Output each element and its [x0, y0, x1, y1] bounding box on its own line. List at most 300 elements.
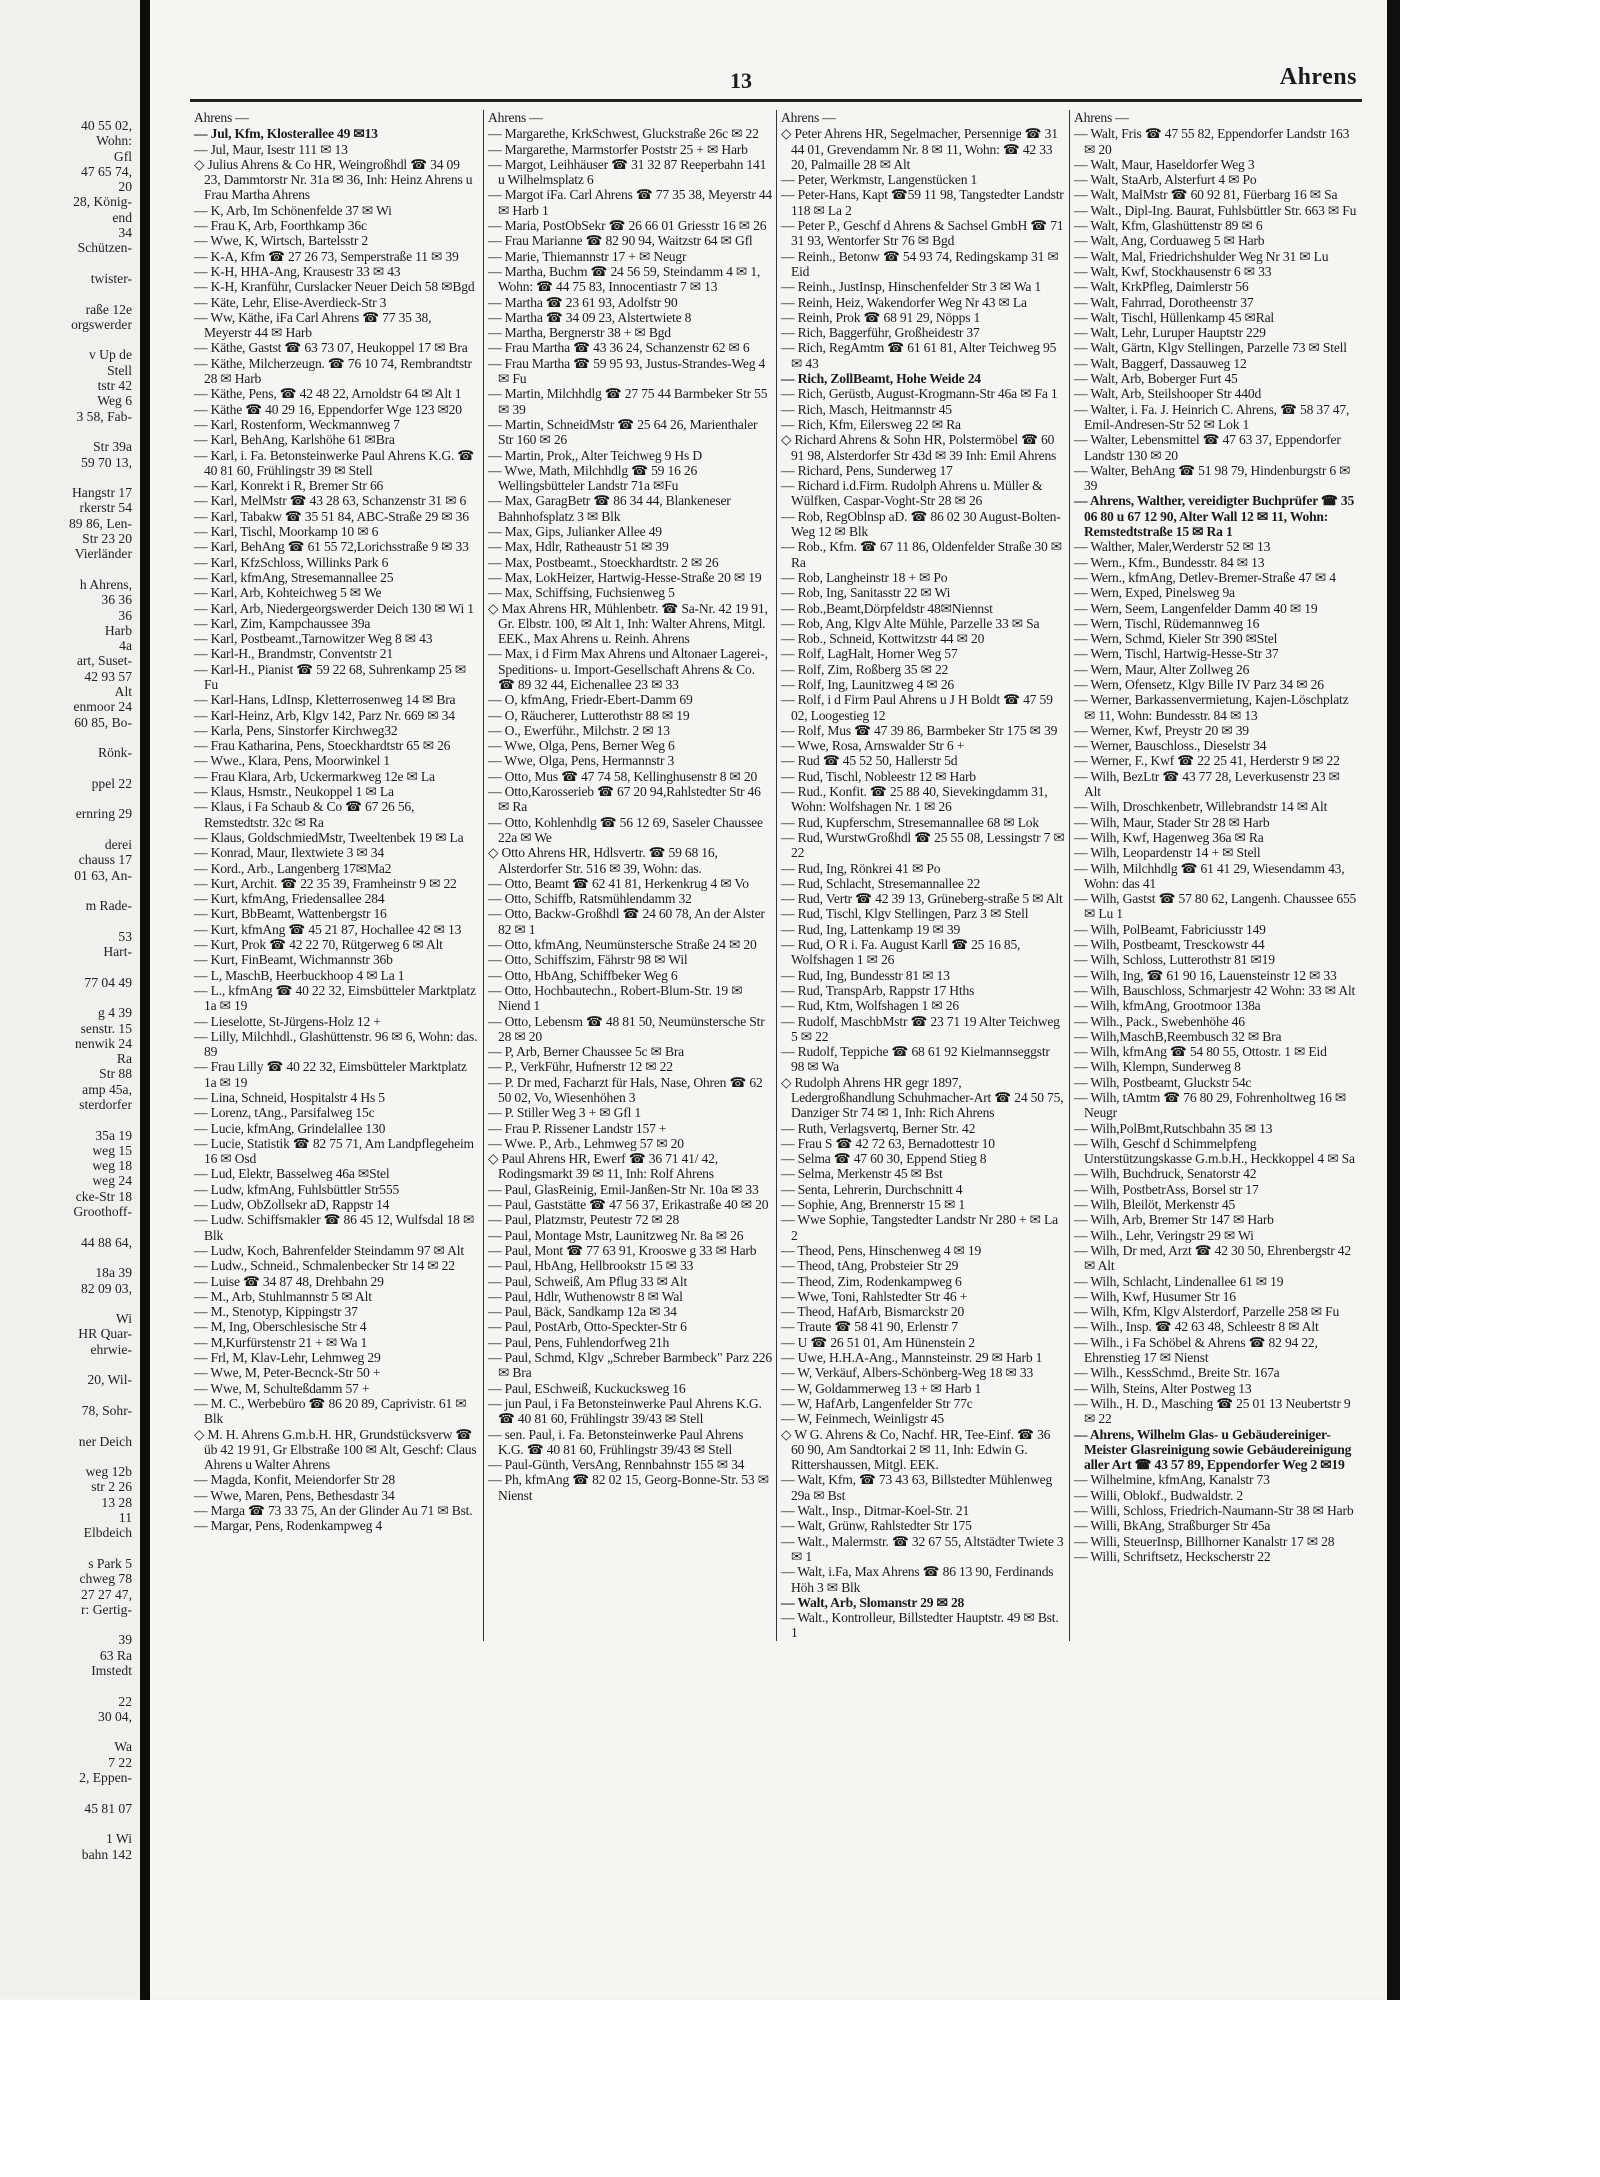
directory-entry: — Walt, Kfm, Glashüttenstr 89 ✉ 6: [1074, 218, 1263, 234]
previous-page-line: m Rade-: [85, 898, 132, 914]
previous-page-line: 01 63, An-: [74, 867, 132, 883]
previous-page-line: Groothoff-: [73, 1204, 132, 1220]
directory-entry: — Karl, kfmAng, Stresemannallee 25: [194, 569, 394, 585]
directory-entry: — Wilh., i Fa Schöbel & Ahrens ☎ 82 94 22, Ehrenstieg 17 ✉ Nienst: [1074, 1334, 1318, 1366]
directory-entry: — Wern, Exped, Pinelsweg 9a: [1074, 585, 1235, 601]
previous-page-line: enmoor 24: [73, 699, 132, 715]
directory-entry: — Marga ☎ 73 33 75, An der Glinder Au 71 ✉ Bst.: [194, 1503, 473, 1519]
directory-entry: — Reinh., JustInsp, Hinschenfelder Str 3 ✉ Wa 1: [781, 279, 1042, 295]
directory-entry: — Kurt, Prok ☎ 42 22 70, Rütgerweg 6 ✉ Alt: [194, 937, 443, 953]
directory-entry: — Wwe, Olga, Pens, Hermannstr 3: [488, 753, 675, 769]
directory-entry: — Wilh, Postbeamt, Gluckstr 54c: [1074, 1074, 1252, 1090]
directory-entry: — Wwe, M, Peter-Becnck-Str 50 +: [194, 1365, 381, 1381]
previous-page-line: senstr. 15: [80, 1020, 132, 1036]
directory-entry: — L., kfmAng ☎ 40 22 32, Eimsbütteler Marktplatz 1a ✉ 19: [194, 982, 476, 1014]
previous-page-line: [0, 1418, 132, 1433]
directory-entry: — Wwe, Math, Milchhdlg ☎ 59 16 26 Wellingsbütteler Landstr 71a ✉Fu: [488, 462, 698, 494]
column-1: [190, 110, 483, 1641]
previous-page-line: [0, 1112, 132, 1127]
column-head: Ahrens —: [488, 110, 543, 125]
previous-page-line: 35a 19: [95, 1127, 132, 1143]
previous-page-line: 77 04 49: [84, 974, 132, 990]
previous-page-line: weg 24: [92, 1173, 132, 1189]
directory-entry: — Wwe. P., Arb., Lehmweg 57 ✉ 20: [488, 1135, 684, 1151]
directory-entry: — Senta, Lehrerin, Durchschnitt 4: [781, 1181, 963, 1197]
directory-entry: — Willi, Schriftsetz, Heckscherstr 22: [1074, 1548, 1271, 1564]
directory-entry: — Karl, Zim, Kampchaussee 39a: [194, 615, 371, 631]
directory-entry: — K-H, HHA-Ang, Krausestr 33 ✉ 43: [194, 263, 401, 279]
directory-entry: — Wilh, kfmAng ☎ 54 80 55, Ottostr. 1 ✉ Eid: [1074, 1044, 1327, 1060]
directory-entry: — Wilh, Schlacht, Lindenallee 61 ✉ 19: [1074, 1273, 1284, 1289]
previous-page-line: [0, 1617, 132, 1632]
header-rule: [190, 99, 1362, 102]
directory-entry: — Lorenz, tAng., Parsifalweg 15c: [194, 1105, 375, 1121]
previous-page-line: 40 55 02,: [81, 118, 132, 133]
directory-entry: — Wilh, Milchhdlg ☎ 61 41 29, Wiesendamm 43, Wohn: das 41: [1074, 860, 1345, 891]
directory-entry: — Wilh, tAmtm ☎ 76 80 29, Fohrenholtweg 16 ✉ Neugr: [1074, 1090, 1347, 1121]
directory-entry: — Ahrens, Wilhelm Glas- u Gebäudereiniger-Meister Glasreinigung sowie Gebäudereinigung aller Art ☎ 43 57 89, Eppendorfer Weg 2 ✉19: [1074, 1426, 1352, 1473]
directory-entry: — W, Goldammerweg 13 + ✉ Harb 1: [781, 1380, 982, 1396]
directory-entry: — Ludw, ObZollsekr aD, Rappstr 14: [194, 1197, 390, 1213]
directory-entry: — Selma ☎ 47 60 30, Eppend Stieg 8: [781, 1151, 987, 1167]
previous-page-line: 28, König-: [73, 194, 132, 210]
directory-entry: — Karl, Tabakw ☎ 35 51 84, ABC-Straße 29 ✉ 36: [194, 508, 469, 524]
directory-entry: — Rich, Gerüstb, August-Krogmann-Str 46a ✉ Fa 1: [781, 386, 1058, 402]
directory-entry: — Maria, PostObSekr ☎ 26 66 01 Griesstr 16 ✉ 26: [488, 218, 767, 234]
directory-entry: — Martin, Milchhdlg ☎ 27 75 44 Barmbeker Str 55 ✉ 39: [488, 386, 768, 417]
directory-entry: — Walt, Arb, Steilshooper Str 440d: [1074, 386, 1262, 402]
previous-page-line: v Up de: [88, 347, 132, 363]
directory-entry: — Kurt, kfmAng ☎ 45 21 87, Hochallee 42 ✉ 13: [194, 921, 462, 937]
directory-entry: — Peter P., Geschf d Ahrens & Sachsel GmbH ☎ 71 31 93, Wentorfer Str 76 ✉ Bgd: [781, 218, 1064, 249]
directory-entry: — Wilh., KessSchmd., Breite Str. 167a: [1074, 1365, 1280, 1381]
directory-entry: — Käthe, Gastst ☎ 63 73 07, Heukoppel 17 ✉ Bra: [194, 340, 468, 356]
previous-page-line: [0, 990, 132, 1005]
directory-entry: — Rob, Ing, Sanitasstr 22 ✉ Wi: [781, 585, 951, 601]
directory-entry: — Frau K, Arb, Foorthkamp 36c: [194, 218, 367, 234]
directory-entry: — Klaus, i Fa Schaub & Co ☎ 67 26 56, Remstedtstr. 32c ✉ Ra: [194, 799, 415, 830]
directory-entry: — Theod, HafArb, Bismarckstr 20: [781, 1304, 965, 1320]
directory-entry: — U ☎ 26 51 01, Am Hünenstein 2: [781, 1334, 975, 1350]
directory-entry: — Wilh, Bauschloss, Schmarjestr 42 Wohn: 33 ✉ Alt: [1074, 982, 1356, 998]
directory-entry: — Ph, kfmAng ☎ 82 02 15, Georg-Bonne-Str. 53 ✉ Nienst: [488, 1472, 769, 1503]
directory-entry: — Wilh, Leopardenstr 14 + ✉ Stell: [1074, 845, 1261, 861]
previous-page-line: h Ahrens,: [79, 576, 132, 592]
previous-page-line: Harb: [104, 622, 132, 638]
previous-page-line: 53: [118, 928, 132, 944]
directory-entry: — Rud., Konfit. ☎ 25 88 40, Sievekingdamm 31, Wohn: Wolfshagen Nr. 1 ✉ 26: [781, 784, 1048, 815]
previous-page-line: HR Quar-: [78, 1326, 132, 1342]
directory-entry: — Jul, Maur, Isestr 111 ✉ 13: [194, 141, 348, 157]
previous-page-line: [0, 913, 132, 928]
directory-entry: — Karla, Pens, Sinstorfer Kirchweg32: [194, 722, 398, 738]
previous-page-line: 34: [118, 225, 132, 241]
previous-page-line: [0, 562, 132, 577]
directory-entry: — Wilh, Dr med, Arzt ☎ 42 30 50, Ehrenbergstr 42 ✉ Alt: [1074, 1242, 1351, 1274]
directory-entry: — Karl-Heinz, Arb, Klgv 142, Parz Nr. 669 ✉ 34: [194, 707, 455, 723]
previous-page-line: ner Deich: [78, 1433, 132, 1449]
directory-entry: — Walt, Arb, Slomanstr 29 ✉ 28: [781, 1594, 965, 1610]
directory-entry: — Otto, HbAng, Schiffbeker Weg 6: [488, 967, 678, 983]
previous-page-line: Str 88: [99, 1066, 132, 1082]
previous-page-line: [0, 730, 132, 745]
directory-entry: — Peter-Hans, Kapt ☎59 11 98, Tangstedter Landstr 118 ✉ La 2: [781, 187, 1064, 218]
directory-entry: — M., Arb, Stuhlmannstr 5 ✉ Alt: [194, 1288, 372, 1304]
directory-entry: — Rob, Ang, Klgv Alte Mühle, Parzelle 33 ✉ Sa: [781, 615, 1040, 631]
directory-entry: — Max, Schiffsing, Fuchsienweg 5: [488, 585, 675, 601]
directory-entry: — Theod, tAng, Probsteier Str 29: [781, 1258, 959, 1274]
previous-page-line: ernring 29: [75, 806, 132, 822]
previous-page-line: [0, 791, 132, 806]
previous-page-line: cke-Str 18: [75, 1188, 132, 1204]
directory-entry: — Wern, Maur, Alter Zollweg 26: [1074, 661, 1250, 677]
directory-entry: — L, MaschB, Heerbuckhoop 4 ✉ La 1: [194, 967, 405, 983]
directory-entry: — Luise ☎ 34 87 48, Drehbahn 29: [194, 1273, 384, 1289]
directory-entry: — Peter, Werkmstr, Langenstücken 1: [781, 172, 978, 188]
previous-page-line: [0, 256, 132, 271]
directory-entry: — Wwe, Toni, Rahlstedter Str 46 +: [781, 1288, 968, 1304]
directory-entry: — Karl, Tischl, Moorkamp 10 ✉ 6: [194, 524, 379, 540]
directory-entry: — Wwe Sophie, Tangstedter Landstr Nr 280 + ✉ La 2: [781, 1212, 1058, 1243]
directory-entry: — Wilhelmine, kfmAng, Kanalstr 73: [1074, 1472, 1270, 1488]
previous-page-line: str 2 26: [91, 1479, 132, 1495]
previous-page-line: ehrwie-: [90, 1341, 132, 1357]
directory-entry: — Paul, ESchweiß, Kuckucksweg 16: [488, 1380, 686, 1396]
directory-entry: — Walt, Baggerf, Dassauweg 12: [1074, 355, 1247, 371]
previous-page-line: [0, 1296, 132, 1311]
directory-entry: — Otto,Karosserieb ☎ 67 20 94,Rahlstedter Str 46 ✉ Ra: [488, 784, 761, 815]
previous-page-line: amp 45a,: [82, 1081, 132, 1097]
directory-entry: — Otto, Backw-Großhdl ☎ 24 60 78, An der Alster 82 ✉ 1: [488, 906, 765, 937]
directory-entry: — Wilh, Kfm, Klgv Alsterdorf, Parzelle 258 ✉ Fu: [1074, 1304, 1340, 1320]
page-number: 13: [730, 68, 752, 93]
directory-entry: — M,Kurfürstenstr 21 + ✉ Wa 1: [194, 1334, 368, 1350]
previous-page-line: Alt: [114, 683, 132, 699]
directory-entry: — Karl, Arb, Kohteichweg 5 ✉ We: [194, 585, 382, 601]
directory-entry: — Wilh, Postbeamt, Tresckowstr 44: [1074, 937, 1265, 953]
directory-entry: — Käthe, Milcherzeugn. ☎ 76 10 74, Rembrandtstr 28 ✉ Harb: [194, 355, 472, 387]
directory-entry: — Richard, Pens, Sunderweg 17: [781, 462, 953, 478]
directory-entry: — Selma, Merkenstr 45 ✉ Bst: [781, 1166, 943, 1182]
directory-entry: — Rud, Kupferschm, Stresemannallee 68 ✉ Lok: [781, 814, 1039, 830]
directory-columns: [190, 110, 1362, 1641]
directory-entry: — Rud, O R i. Fa. August Karll ☎ 25 16 85, Wolfshagen 1 ✉ 26: [781, 937, 1021, 968]
previous-page-line: tstr 42: [97, 378, 132, 394]
directory-entry: — Willi, BkAng, Straßburger Str 45a: [1074, 1518, 1271, 1534]
column-head: Ahrens —: [1074, 110, 1129, 125]
directory-entry: — Walt, Fris ☎ 47 55 82, Eppendorfer Landstr 163 ✉ 20: [1074, 126, 1350, 157]
directory-entry: — Wilh, PostbetrAss, Borsel str 17: [1074, 1181, 1259, 1197]
directory-entry: — Walt, MalMstr ☎ 60 92 81, Füerbarg 16 ✉ Sa: [1074, 187, 1338, 203]
previous-page-line: 4a: [119, 638, 132, 654]
previous-page-line: Str 23 20: [82, 531, 132, 547]
directory-entry: — Rud, Vertr ☎ 42 39 13, Grüneberg-straße 5 ✉ Alt: [781, 891, 1063, 907]
directory-entry: — Walter, BehAng ☎ 51 98 79, Hindenburgstr 6 ✉ 39: [1074, 462, 1351, 494]
directory-entry: — Wilh., Pack., Swebenhöhe 46: [1074, 1013, 1245, 1029]
previous-page-line: 78, Sohr-: [81, 1402, 132, 1418]
previous-page-line: [0, 1785, 132, 1800]
previous-page-line: 13 28: [101, 1494, 132, 1510]
directory-entry: — Rud, Schlacht, Stresemannallee 22: [781, 875, 981, 891]
directory-entry: — Käte, Lehr, Elise-Averdieck-Str 3: [194, 294, 387, 310]
directory-entry: — Wern, Tischl, Rüdemannweg 16: [1074, 615, 1260, 631]
previous-page-line: 11: [118, 1510, 132, 1526]
directory-entry: — Frau P. Rissener Landstr 157 +: [488, 1120, 667, 1136]
directory-entry: — Lieselotte, St-Jürgens-Holz 12 +: [194, 1013, 381, 1029]
directory-entry: — Paul, Platzmstr, Peutestr 72 ✉ 28: [488, 1212, 680, 1228]
directory-entry: — Lucie, Statistik ☎ 82 75 71, Am Landpflegeheim 16 ✉ Osd: [194, 1135, 474, 1167]
directory-entry: — Paul, Schmd, Klgv „Schreber Barmbeck" Parz 226 ✉ Bra: [488, 1350, 772, 1381]
previous-page-line: art, Suset-: [76, 653, 132, 669]
directory-entry: — Willi, Oblokf., Budwaldstr. 2: [1074, 1487, 1243, 1503]
previous-page-line: 20: [118, 179, 132, 195]
directory-entry: — Otto, Schiffszim, Fährstr 98 ✉ Wil: [488, 952, 688, 968]
column-head: Ahrens —: [194, 110, 249, 125]
directory-entry: — Sophie, Ang, Brennerstr 15 ✉ 1: [781, 1197, 965, 1213]
directory-entry: — Max, i d Firm Max Ahrens und Altonaer Lagerei-, Speditions- u. Import-Gesellschaft Ahrens & Co. ☎ 89 32 44, Eichenallee 23 ✉ 33: [488, 646, 768, 692]
directory-entry: — Kurt, kfmAng, Friedensallee 284: [194, 891, 385, 907]
previous-page-line: [0, 286, 132, 301]
previous-page-line: 60 85, Bo-: [74, 714, 132, 730]
directory-entry: — Martha, Buchm ☎ 24 56 59, Steindamm 4 ✉ 1, Wohn: ☎ 44 75 83, Innocentiastr 7 ✉ 13: [488, 263, 761, 295]
directory-entry: — K-A, Kfm ☎ 27 26 73, Semperstraße 11 ✉ 39: [194, 248, 459, 264]
previous-page-line: 45 81 07: [84, 1800, 132, 1816]
directory-entry: — Wilh, PolBeamt, Fabriciusstr 149: [1074, 921, 1266, 937]
directory-entry: — Rud, Ing, Bundesstr 81 ✉ 13: [781, 967, 950, 983]
directory-entry: — Klaus, Hsmstr., Neukoppel 1 ✉ La: [194, 784, 394, 800]
previous-page-line: weg 18: [92, 1158, 132, 1174]
directory-entry: — Wilh., Lehr, Veringstr 29 ✉ Wi: [1074, 1227, 1254, 1243]
directory-entry: — Karl, Rostenform, Weckmannweg 7: [194, 416, 400, 432]
column-head: Ahrens —: [781, 110, 836, 125]
previous-page-line: g 4 39: [98, 1005, 132, 1021]
directory-entry: — Walt., Insp., Ditmar-Koel-Str. 21: [781, 1503, 970, 1519]
directory-entry: — Walt, Gärtn, Klgv Stellingen, Parzelle 73 ✉ Stell: [1074, 340, 1347, 356]
directory-entry: — Wilh, Bleilöt, Merkenstr 45: [1074, 1197, 1236, 1213]
previous-page-line: [0, 424, 132, 439]
previous-page-line: 44 88 64,: [81, 1234, 132, 1250]
previous-page-line: Weg 6: [97, 393, 132, 409]
directory-entry: — Konrad, Maur, Ilextwiete 3 ✉ 34: [194, 845, 384, 861]
column-2: [483, 110, 776, 1641]
previous-page-line: nenwik 24: [74, 1035, 132, 1051]
directory-entry: — Käthe, Pens, ☎ 42 48 22, Arnoldstr 64 ✉ Alt 1: [194, 386, 462, 402]
directory-entry: — Walt, Ang, Corduaweg 5 ✉ Harb: [1074, 233, 1265, 249]
directory-entry: — Rob., Schneid, Kottwitzstr 44 ✉ 20: [781, 631, 985, 647]
previous-page-line: bahn 142: [81, 1846, 132, 1862]
directory-entry: — Rudolf, Teppiche ☎ 68 61 92 Kielmannseggstr 98 ✉ Wa: [781, 1044, 1050, 1075]
previous-page-line: 27 27 47,: [81, 1586, 132, 1602]
directory-entry: — Wern, Ofensetz, Klgv Bille IV Parz 34 ✉ 26: [1074, 676, 1324, 692]
directory-entry: — M, Ing, Oberschlesische Str 4: [194, 1319, 367, 1335]
directory-entry: — Walt., Kontrolleur, Billstedter Hauptstr. 49 ✉ Bst. 1: [781, 1610, 1059, 1641]
directory-entry: — Reinh, Prok ☎ 68 91 29, Nöpps 1: [781, 309, 981, 325]
directory-entry: — Walt, Grünw, Rahlstedter Str 175: [781, 1518, 972, 1534]
directory-entry: ◇ Otto Ahrens HR, Hdlsvertr. ☎ 59 68 16, Alsterdorfer Str. 516 ✉ 39, Wohn: das.: [488, 845, 718, 876]
directory-entry: — jun Paul, i Fa Betonsteinwerke Paul Ahrens K.G. ☎ 40 81 60, Frühlingstr 39/43 ✉ Stell: [488, 1395, 762, 1427]
previous-page-line: 2, Eppen-: [79, 1770, 132, 1786]
previous-page-line: Hangstr 17: [71, 485, 132, 501]
directory-entry: — Margar, Pens, Rodenkampweg 4: [194, 1518, 383, 1534]
directory-entry: — Wilh,MaschB,Reembusch 32 ✉ Bra: [1074, 1028, 1282, 1044]
previous-page-line: [0, 760, 132, 775]
directory-entry: — O, kfmAng, Friedr-Ebert-Damm 69: [488, 692, 693, 708]
previous-page-line: 42 93 57: [84, 668, 132, 684]
directory-entry: ◇ M. H. Ahrens G.m.b.H. HR, Grundstücksverw ☎ üb 42 19 91, Gr Elbstraße 100 ✉ Alt, Geschf: Claus Ahrens u Walter Ahrens: [194, 1426, 477, 1473]
previous-page-line: 82 09 03,: [81, 1280, 132, 1296]
previous-page-line: [0, 1357, 132, 1372]
directory-entry: ◇ Peter Ahrens HR, Segelmacher, Persennige ☎ 31 44 01, Grevendamm Nr. 8 ✉ 11, Wohn: ☎ 42 33 20, Palmaille 28 ✉ Alt: [781, 126, 1058, 172]
directory-entry: — Karl, Arb, Niedergeorgswerder Deich 130 ✉ Wi 1: [194, 600, 474, 616]
directory-entry: — Otto, Mus ☎ 47 74 58, Kellinghusenstr 8 ✉ 20: [488, 768, 758, 784]
directory-entry: — K, Arb, Im Schönenfelde 37 ✉ Wi: [194, 202, 392, 218]
directory-entry: — Rud, Ing, Rönkrei 41 ✉ Po: [781, 860, 941, 876]
directory-entry: — Wilh, BezLtr ☎ 43 77 28, Leverkusenstr 23 ✉ Alt: [1074, 768, 1340, 800]
directory-entry: — Wwe., Klara, Pens, Moorwinkel 1: [194, 753, 390, 769]
directory-entry: — Paul, GlasReinig, Emil-Janßen-Str Nr. 10a ✉ 33: [488, 1181, 759, 1197]
directory-entry: — Marie, Thiemannstr 17 + ✉ Neugr: [488, 248, 687, 264]
directory-entry: — M., Stenotyp, Kippingstr 37: [194, 1304, 358, 1320]
directory-entry: — Theod, Pens, Hinschenweg 4 ✉ 19: [781, 1242, 982, 1258]
directory-entry: — Kord., Arb., Langenberg 17✉Ma2: [194, 860, 392, 876]
directory-entry: — Walt, Kfm, ☎ 73 43 63, Billstedter Mühlenweg 29a ✉ Bst: [781, 1472, 1053, 1503]
directory-entry: — Kurt, Archit. ☎ 22 35 39, Framheinstr 9 ✉ 22: [194, 875, 457, 891]
directory-entry: — Wilh, Maur, Stader Str 28 ✉ Harb: [1074, 814, 1270, 830]
directory-entry: — Rud, Ktm, Wolfshagen 1 ✉ 26: [781, 998, 959, 1014]
directory-entry: — O, Räucherer, Lutterothstr 88 ✉ 19: [488, 707, 690, 723]
previous-page-line: chauss 17: [78, 852, 132, 868]
directory-entry: — Wwe, M, Schulteßdamm 57 +: [194, 1380, 370, 1396]
directory-entry: — Karl, i. Fa. Betonsteinwerke Paul Ahrens K.G. ☎ 40 81 60, Frühlingstr 39 ✉ Stell: [194, 447, 475, 478]
directory-entry: — Wilh, Kwf, Hagenweg 36a ✉ Ra: [1074, 829, 1264, 845]
directory-entry: — sen. Paul, i. Fa. Betonsteinwerke Paul Ahrens K.G. ☎ 40 81 60, Frühlingstr 39/43 ✉ Stell: [488, 1426, 744, 1457]
directory-entry: — Otto, Schiffb, Ratsmühlendamm 32: [488, 891, 692, 907]
directory-entry: ◇ Rudolph Ahrens HR gegr 1897, Ledergroßhandlung Schuhmacher-Art ☎ 24 50 75, Danziger Str 74 ✉ 1, Inh: Rich Ahrens: [781, 1074, 1064, 1121]
directory-entry: — Karl, MelMstr ☎ 43 28 63, Schanzenstr 31 ✉ 6: [194, 493, 467, 509]
directory-entry: — Wilh, Geschf d Schimmelpfeng Unterstützungskasse G.m.b.H., Heckkoppel 4 ✉ Sa: [1074, 1135, 1355, 1167]
previous-page-line: [0, 1449, 132, 1464]
directory-entry: — Paul, Schweiß, Am Pflug 33 ✉ Alt: [488, 1273, 688, 1289]
directory-entry: — Wern, Schmd, Kieler Str 390 ✉Stel: [1074, 631, 1278, 647]
directory-entry: — Lucie, kfmAng, Grindelallee 130: [194, 1120, 386, 1136]
directory-entry: — Reinh, Heiz, Wakendorfer Weg Nr 43 ✉ La: [781, 294, 1027, 310]
directory-entry: ◇ W G. Ahrens & Co, Nachf. HR, Tee-Einf. ☎ 36 60 90, Am Sandtorkai 2 ✉ 11, Inh: Edwin G. Rittershaussen, Mitgl. EEK.: [781, 1426, 1051, 1473]
directory-entry: — Martin, Prok,, Alter Teichweg 9 Hs D: [488, 447, 702, 463]
previous-page-line: 47 65 74,: [81, 163, 132, 179]
previous-page-line: Wa: [114, 1739, 132, 1755]
directory-entry: — Karl, KfzSchloss, Willinks Park 6: [194, 554, 389, 570]
directory-entry: — Frl, M, Klav-Lehr, Lehmweg 29: [194, 1350, 381, 1366]
previous-page-line: r: Gertig-: [81, 1601, 132, 1617]
directory-entry: — P, Arb, Berner Chaussee 5c ✉ Bra: [488, 1044, 684, 1060]
directory-entry: — Walt, Fahrrad, Dorotheenstr 37: [1074, 294, 1254, 310]
previous-page-line: Str 39a: [93, 439, 132, 455]
previous-page-line: Imstedt: [91, 1662, 132, 1678]
directory-entry: — Wern., kfmAng, Detlev-Bremer-Straße 47 ✉ 4: [1074, 569, 1336, 585]
previous-page-line: [0, 822, 132, 837]
directory-entry: ◇ Richard Ahrens & Sohn HR, Polstermöbel ☎ 60 91 98, Alsterdorfer Str 43d ✉ 39 Inh: Emil Ahrens: [781, 432, 1057, 463]
directory-entry: — Rob, RegOblnsp aD. ☎ 86 02 30 August-Bolten-Weg 12 ✉ Blk: [781, 508, 1061, 540]
directory-entry: — Walter, Lebensmittel ☎ 47 63 37, Eppendorfer Landstr 130 ✉ 20: [1074, 432, 1341, 463]
directory-entry: — Wwe, K, Wirtsch, Bartelsstr 2: [194, 233, 368, 249]
directory-entry: — Wilh, Droschkenbetr, Willebrandstr 14 ✉ Alt: [1074, 799, 1328, 815]
directory-entry: — Wilh, Ing, ☎ 61 90 16, Lauensteinstr 12 ✉ 33: [1074, 967, 1337, 983]
directory-entry: — Walt, Maur, Haseldorfer Weg 3: [1074, 156, 1255, 172]
directory-entry: — Kurt, FinBeamt, Wichmannstr 36b: [194, 952, 393, 968]
directory-entry: — Rob, Langheinstr 18 + ✉ Po: [781, 569, 948, 585]
previous-page-line: sterdorfer: [79, 1097, 132, 1112]
directory-entry: — Frau Martha ☎ 43 36 24, Schanzenstr 62 ✉ 6: [488, 340, 750, 356]
directory-entry: — Wilh, Steins, Alter Postweg 13: [1074, 1380, 1252, 1396]
directory-entry: — Uwe, H.H.A-Ang., Mannsteinstr. 29 ✉ Harb 1: [781, 1350, 1043, 1366]
directory-entry: — Karl-H., Pianist ☎ 59 22 68, Suhrenkamp 25 ✉ Fu: [194, 661, 467, 692]
directory-entry: — Wwe, Rosa, Arnswalder Str 6 +: [781, 738, 965, 754]
directory-entry: — Rolf, Ing, Launitzweg 4 ✉ 26: [781, 676, 955, 692]
previous-page-line: [0, 959, 132, 974]
directory-entry: — Otto, Lebensm ☎ 48 81 50, Neumünstersche Str 28 ✉ 20: [488, 1013, 765, 1044]
directory-entry: — Paul, Montage Mstr, Launitzweg Nr. 8a ✉ 26: [488, 1227, 744, 1243]
directory-entry: — Max, LokHeizer, Hartwig-Hesse-Straße 20 ✉ 19: [488, 569, 762, 585]
directory-entry: — Otto, Kohlenhdlg ☎ 56 12 69, Saseler Chaussee 22a ✉ We: [488, 814, 763, 845]
directory-entry: — Paul, HbAng, Hellbrookstr 15 ✉ 33: [488, 1258, 694, 1274]
previous-page-line: Schützen-: [77, 240, 132, 256]
directory-entry: — Werner, Barkassenvermietung, Kajen-Löschplatz ✉ 11, Wohn: Bundesstr. 84 ✉ 13: [1074, 692, 1349, 723]
previous-page-line: rkerstr 54: [79, 500, 132, 516]
directory-entry: — Karl, Konrekt i R, Bremer Str 66: [194, 478, 384, 494]
directory-entry: — Wwe, Olga, Pens, Berner Weg 6: [488, 738, 675, 754]
directory-entry: — Walt, Lehr, Luruper Hauptstr 229: [1074, 325, 1266, 341]
previous-page-line: [0, 883, 132, 898]
directory-entry: — Walt, Tischl, Hüllenkamp 45 ✉Ral: [1074, 309, 1274, 325]
directory-entry: — Wilh., Insp. ☎ 42 63 48, Schleestr 8 ✉ Alt: [1074, 1319, 1319, 1335]
directory-entry: — Frau S ☎ 42 72 63, Bernadottestr 10: [781, 1135, 995, 1151]
previous-page-line: 22: [118, 1693, 132, 1709]
directory-entry: — Margarethe, KrkSchwest, Gluckstraße 26c ✉ 22: [488, 126, 759, 142]
previous-page-line: Hart-: [103, 944, 132, 960]
directory-entry: — Wilh, Klempn, Sunderweg 8: [1074, 1059, 1241, 1075]
previous-page-line: 1 Wi: [105, 1831, 132, 1847]
directory-page: [150, 0, 1387, 1998]
directory-entry: — Frau Klara, Arb, Uckermarkweg 12e ✉ La: [194, 768, 435, 784]
directory-entry: — Walt, i.Fa, Max Ahrens ☎ 86 13 90, Ferdinands Höh 3 ✉ Blk: [781, 1564, 1054, 1595]
directory-entry: — Ludw. Schiffsmakler ☎ 86 45 12, Wulfsdal 18 ✉ Blk: [194, 1212, 475, 1243]
directory-entry: — Margot, Leihhäuser ☎ 31 32 87 Reeperbahn 141 u Wilhelmsplatz 6: [488, 156, 767, 188]
directory-entry: — Werner, F., Kwf ☎ 22 25 41, Herderstr 9 ✉ 22: [1074, 753, 1340, 769]
directory-entry: — Rich, Kfm, Eilersweg 22 ✉ Ra: [781, 416, 961, 432]
directory-entry: — Ludw., Schneid., Schmalenbecker Str 14 ✉ 22: [194, 1258, 455, 1274]
directory-entry: — Wilh, Kwf, Husumer Str 16: [1074, 1288, 1236, 1304]
directory-entry: — Lilly, Milchhdl., Glashüttenstr. 96 ✉ 6, Wohn: das. 89: [194, 1028, 478, 1060]
directory-entry: — Richard i.d.Firm. Rudolph Ahrens u. Müller & Wülfken, Caspar-Voght-Str 28 ✉ 26: [781, 478, 1043, 509]
directory-entry: — Käthe ☎ 40 29 16, Eppendorfer Wge 123 ✉20: [194, 401, 462, 417]
directory-entry: — Karl-Hans, LdInsp, Kletterrosenweg 14 ✉ Bra: [194, 692, 456, 708]
directory-entry: — K-H, Kranführ, Curslacker Neuer Deich 58 ✉Bgd: [194, 279, 475, 295]
directory-entry: — Karl, BehAng ☎ 61 55 72,Lorichsstraße 9 ✉ 33: [194, 539, 469, 555]
previous-page-line: Ra: [116, 1051, 132, 1067]
directory-entry: — Rob.,Beamt,Dörpfeldstr 48✉Niennst: [781, 600, 993, 616]
previous-page-line: weg 15: [92, 1142, 132, 1158]
directory-entry: — W, Feinmech, Weinligstr 45: [781, 1411, 944, 1427]
previous-page-line: 59 70 13,: [81, 454, 132, 470]
directory-entry: — Wern, Seem, Langenfelder Damm 40 ✉ 19: [1074, 600, 1318, 616]
directory-entry: — Martin, SchneidMstr ☎ 25 64 26, Marienthaler Str 160 ✉ 26: [488, 416, 758, 448]
directory-entry: — Rolf, Mus ☎ 47 39 86, Barmbeker Str 175 ✉ 39: [781, 722, 1058, 738]
previous-page-line: 3 58, Fab-: [76, 408, 132, 424]
directory-entry: — Rich, RegAmtm ☎ 61 61 81, Alter Teichweg 95 ✉ 43: [781, 340, 1057, 371]
directory-entry: — Willi, Schloss, Friedrich-Naumann-Str 38 ✉ Harb: [1074, 1503, 1354, 1519]
previous-page-line: 36: [118, 607, 132, 623]
directory-entry: — Wilh, kfmAng, Grootmoor 138a: [1074, 998, 1261, 1014]
